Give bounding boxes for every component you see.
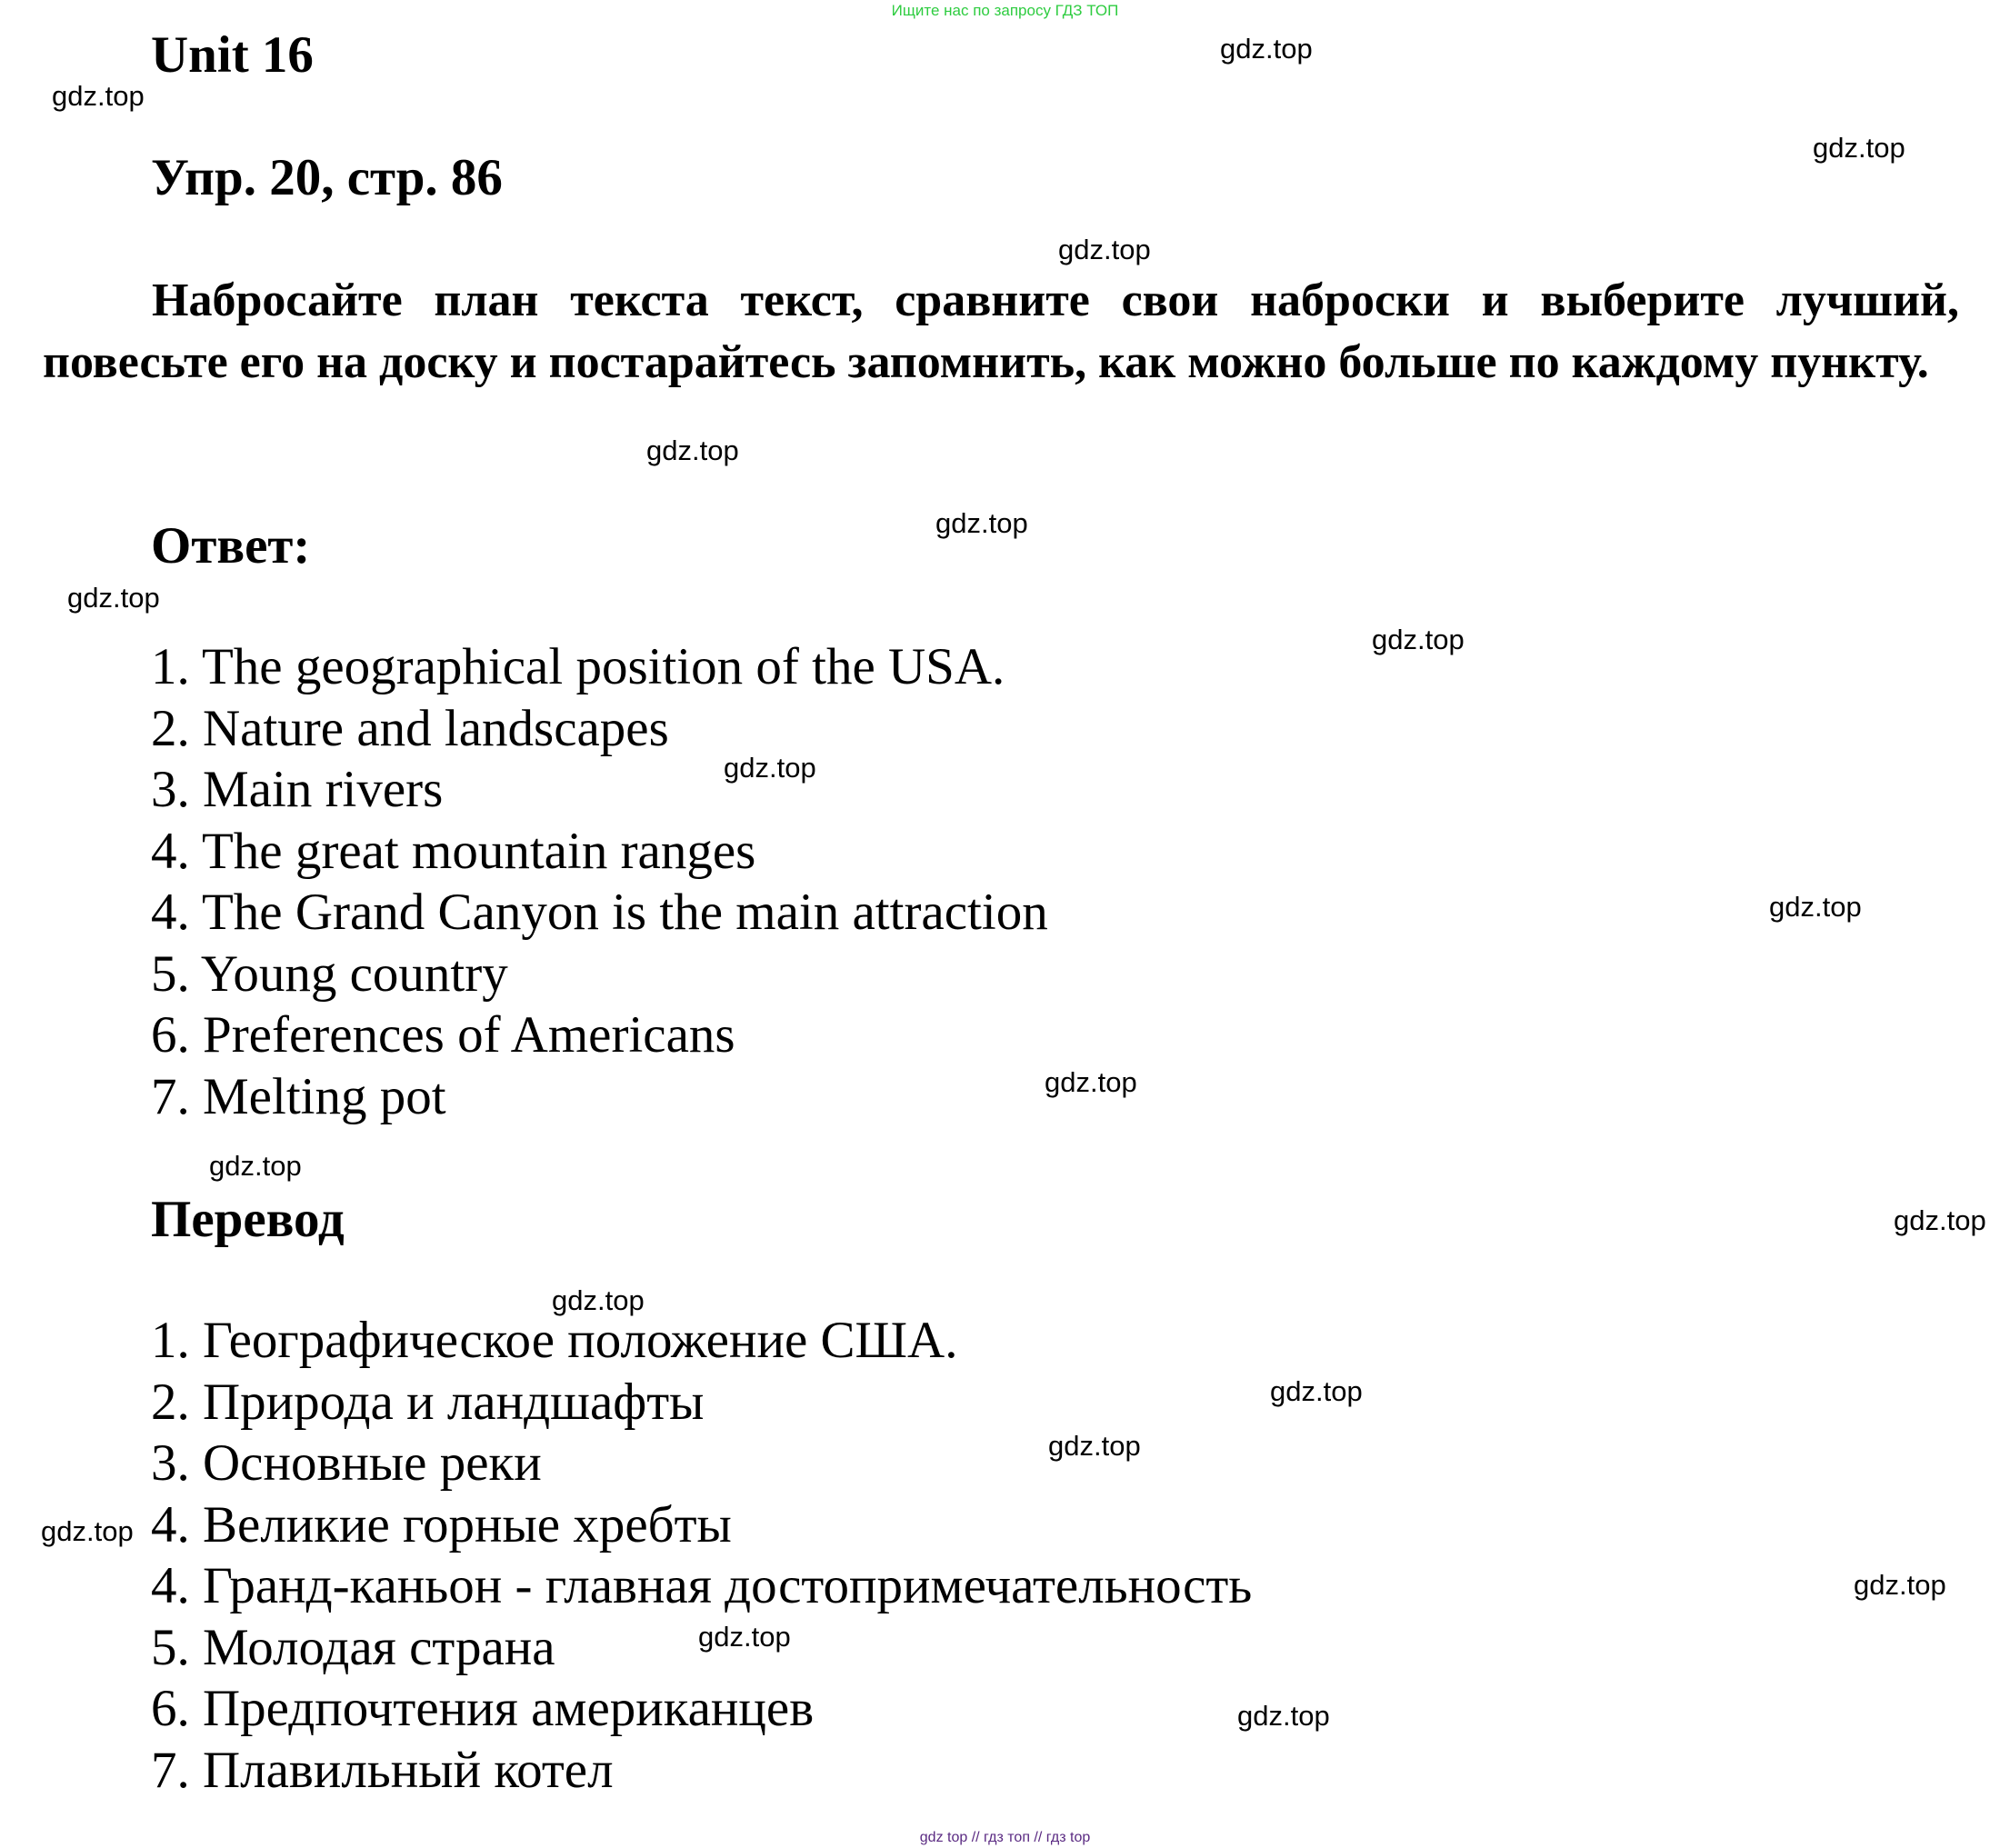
answer-item: 3. Main rivers	[151, 761, 444, 818]
answer-item: 7. Melting pot	[151, 1067, 446, 1125]
answer-item: 4. The great mountain ranges	[151, 822, 756, 880]
translation-item: 4. Гранд-каньон - главная достопримечательность	[151, 1557, 1253, 1614]
answer-heading: Ответ:	[151, 517, 311, 574]
watermark: gdz.top	[1237, 1700, 1330, 1732]
watermark: gdz.top	[698, 1621, 791, 1653]
translation-item: 1. Географическое положение США.	[151, 1312, 958, 1369]
answer-item: 5. Young country	[151, 944, 508, 1003]
translation-list	[151, 1310, 1252, 1801]
watermark: gdz.top	[41, 1515, 134, 1547]
watermark: gdz.top	[52, 80, 145, 112]
watermark: gdz.top	[552, 1284, 645, 1316]
translation-item: 2. Природа и ландшафты	[151, 1373, 705, 1431]
watermark: gdz.top	[1813, 132, 1905, 164]
unit-title: Unit 16	[151, 26, 314, 84]
answer-item: 6. Preferences of Americans	[151, 1006, 735, 1064]
watermark: gdz.top	[1270, 1375, 1363, 1407]
watermark: gdz.top	[1045, 1066, 1137, 1098]
translation-heading: Перевод	[151, 1191, 345, 1248]
watermark: gdz.top	[1854, 1569, 1946, 1601]
translation-item: 6. Предпочтения американцев	[151, 1680, 815, 1737]
watermark: gdz.top	[1372, 624, 1465, 655]
translation-item: 3. Основные реки	[151, 1434, 542, 1492]
translation-item: 5. Молодая страна	[151, 1618, 555, 1676]
watermark: gdz.top	[724, 752, 816, 784]
exercise-title: Упр. 20, стр. 86	[151, 149, 503, 206]
answer-list	[151, 636, 1048, 1127]
answer-item: 1. The geographical position of the USA.	[151, 638, 1005, 695]
answer-item: 2. Nature and landscapes	[151, 699, 669, 757]
task-text: Набросайте план текста текст, сравните свои наброски и выберите лучший, повесьте его на доску и постарайтесь запомнить, как можно больше по каждому пункту.	[43, 275, 1959, 388]
watermark: gdz.top	[1220, 33, 1313, 65]
watermark: gdz.top	[1058, 234, 1151, 265]
top-banner: Ищите нас по запросу ГДЗ ТОП	[891, 2, 1119, 19]
answer-item: 4. The Grand Canyon is the main attraction	[151, 884, 1048, 941]
watermark: gdz.top	[209, 1150, 302, 1182]
watermark: gdz.top	[1894, 1204, 1986, 1236]
translation-item: 7. Плавильный котел	[151, 1741, 614, 1799]
watermark: gdz.top	[1048, 1430, 1141, 1462]
watermark: gdz.top	[1769, 891, 1862, 923]
footer-links: gdz top // гдз топ // гдз top	[919, 1830, 1091, 1845]
watermark: gdz.top	[935, 507, 1028, 539]
watermark: gdz.top	[646, 435, 739, 466]
watermark: gdz.top	[67, 582, 160, 614]
translation-item: 4. Великие горные хребты	[151, 1495, 732, 1553]
